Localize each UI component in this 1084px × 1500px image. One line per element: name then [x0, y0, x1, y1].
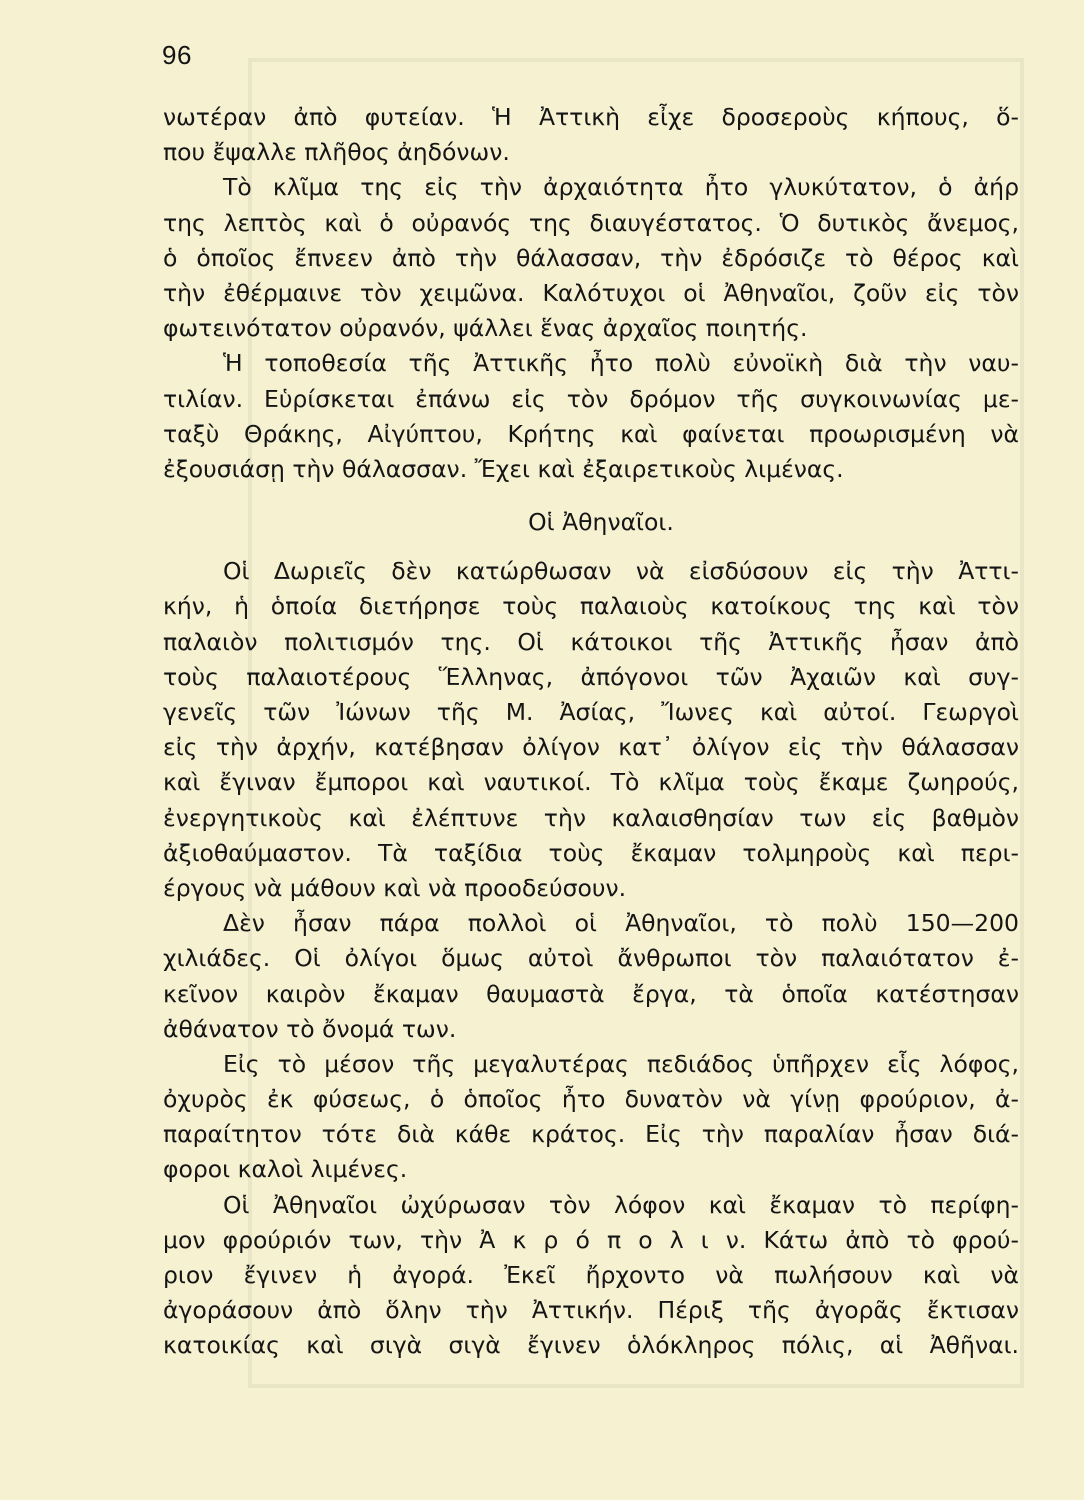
section-heading: Οἱ Ἀθηναῖοι.: [528, 508, 674, 537]
text-line: της λεπτὸς καὶ ὁ οὐρανός της διαυγέστατος. Ὁ δυτικὸς ἄνεμος,: [163, 208, 1019, 237]
text-line: ὁ ὁποῖος ἔπνεεν ἀπὸ τὴν θάλασσαν, τὴν ἐδρόσιζε τὸ θέρος καὶ: [163, 243, 1019, 272]
text-line: τὴν ἐθέρμαινε τὸν χειμῶνα. Καλότυχοι οἱ Ἀθηναῖοι, ζοῦν εἰς τὸν: [163, 278, 1019, 307]
text-line: ριον ἔγινεν ἡ ἀγορά. Ἐκεῖ ἤρχοντο νὰ πωλήσουν καὶ νὰ: [163, 1261, 1019, 1289]
text-line: εἰς τὴν ἀρχήν, κατέβησαν ὀλίγον κατ᾽ ὀλίγον εἰς τὴν θάλασσαν: [163, 733, 1019, 762]
text-line: τιλίαν. Εὑρίσκεται ἐπάνω εἰς τὸν δρόμον τῆς συγκοινωνίας με-: [163, 384, 1019, 413]
text-line: νωτέραν ἀπὸ φυτείαν. Ἡ Ἀττικὴ εἶχε δροσεροὺς κήπους, ὅ-: [163, 103, 1019, 131]
text-line: κεῖνον καιρὸν ἔκαμαν θαυμαστὰ ἔργα, τὰ ὁποῖα κατέστησαν: [163, 979, 1019, 1008]
body-text: [163, 100, 1019, 1364]
text-line: που ἔψαλλε πλῆθος ἀηδόνων.: [163, 138, 510, 167]
text-line: Εἰς τὸ μέσον τῆς μεγαλυτέρας πεδιάδος ὑπῆρχεν εἷς λόφος,: [223, 1049, 1019, 1078]
text-line: τοὺς παλαιοτέρους Ἕλληνας, ἀπόγονοι τῶν Ἀχαιῶν καὶ συγ-: [163, 662, 1019, 691]
text-line: κατοικίας καὶ σιγὰ σιγὰ ἔγινεν ὁλόκληρος πόλις, αἱ Ἀθῆναι.: [163, 1331, 1019, 1360]
text-line: ὀχυρὸς ἐκ φύσεως, ὁ ὁποῖος ἦτο δυνατὸν νὰ γίνῃ φρούριον, ἀ-: [163, 1085, 1019, 1114]
text-line: γενεῖς τῶν Ἰώνων τῆς Μ. Ἀσίας, Ἴωνες καὶ αὐτοί. Γεωργοὶ: [163, 698, 1019, 726]
page-number: 96: [162, 40, 192, 70]
text-line: χιλιάδες. Οἱ ὀλίγοι ὅμως αὐτοὶ ἄνθρωποι τὸν παλαιότατον ἐ-: [163, 944, 1019, 973]
text-line: μον φρούριόν των, τὴν Ἀ κ ρ ό π ο λ ι ν. Κάτω ἀπὸ τὸ φρού-: [163, 1225, 1019, 1254]
text-line: ἀθάνατον τὸ ὄνομά των.: [163, 1014, 457, 1043]
text-line: ἐξουσιάσῃ τὴν θάλασσαν. Ἔχει καὶ ἐξαιρετικοὺς λιμένας.: [163, 454, 844, 483]
text-line: ἀγοράσουν ἀπὸ ὅλην τὴν Ἀττικήν. Πέριξ τῆς ἀγορᾶς ἔκτισαν: [163, 1296, 1019, 1325]
text-line: ἀξιοθαύμαστον. Τὰ ταξίδια τοὺς ἔκαμαν τολμηροὺς καὶ περι-: [163, 838, 1019, 867]
text-line: Οἱ Ἀθηναῖοι ὠχύρωσαν τὸν λόφον καὶ ἔκαμαν τὸ περίφη-: [223, 1190, 1019, 1219]
text-line: έργους νὰ μάθουν καὶ νὰ προοδεύσουν.: [163, 873, 627, 902]
text-line: Δὲν ἦσαν πάρα πολλοὶ οἱ Ἀθηναῖοι, τὸ πολὺ 150—200: [223, 909, 1019, 938]
text-line: παραίτητον τότε διὰ κάθε κράτος. Εἰς τὴν παραλίαν ἦσαν διά-: [163, 1120, 1019, 1149]
text-line: κήν, ἡ ὁποία διετήρησε τοὺς παλαιοὺς κατοίκους της καὶ τὸν: [163, 592, 1019, 621]
text-line: Τὸ κλῖμα της εἰς τὴν ἀρχαιότητα ἦτο γλυκύτατον, ὁ ἀήρ: [223, 173, 1019, 202]
text-line: ἐνεργητικοὺς καὶ ἐλέπτυνε τὴν καλαισθησίαν των εἰς βαθμὸν: [163, 803, 1019, 832]
text-line: φωτεινότατον οὐρανόν, ψάλλει ἕνας ἀρχαῖος ποιητής.: [163, 314, 808, 343]
text-line: Ἡ τοποθεσία τῆς Ἀττικῆς ἦτο πολὺ εὐνοϊκὴ διὰ τὴν ναυ-: [223, 349, 1019, 378]
text-line: παλαιὸν πολιτισμόν της. Οἱ κάτοικοι τῆς Ἀττικῆς ἦσαν ἀπὸ: [163, 627, 1019, 656]
text-line: ταξὺ Θράκης, Αἰγύπτου, Κρήτης καὶ φαίνεται προωρισμένη νὰ: [163, 419, 1019, 448]
text-line: καὶ ἔγιναν ἔμποροι καὶ ναυτικοί. Τὸ κλῖμα τοὺς ἔκαμε ζωηρούς,: [163, 768, 1019, 797]
text-line: Οἱ Δωριεῖς δὲν κατώρθωσαν νὰ εἰσδύσουν εἰς τὴν Ἀττι-: [223, 557, 1019, 586]
text-line: φοροι καλοὶ λιμένες.: [163, 1155, 408, 1184]
